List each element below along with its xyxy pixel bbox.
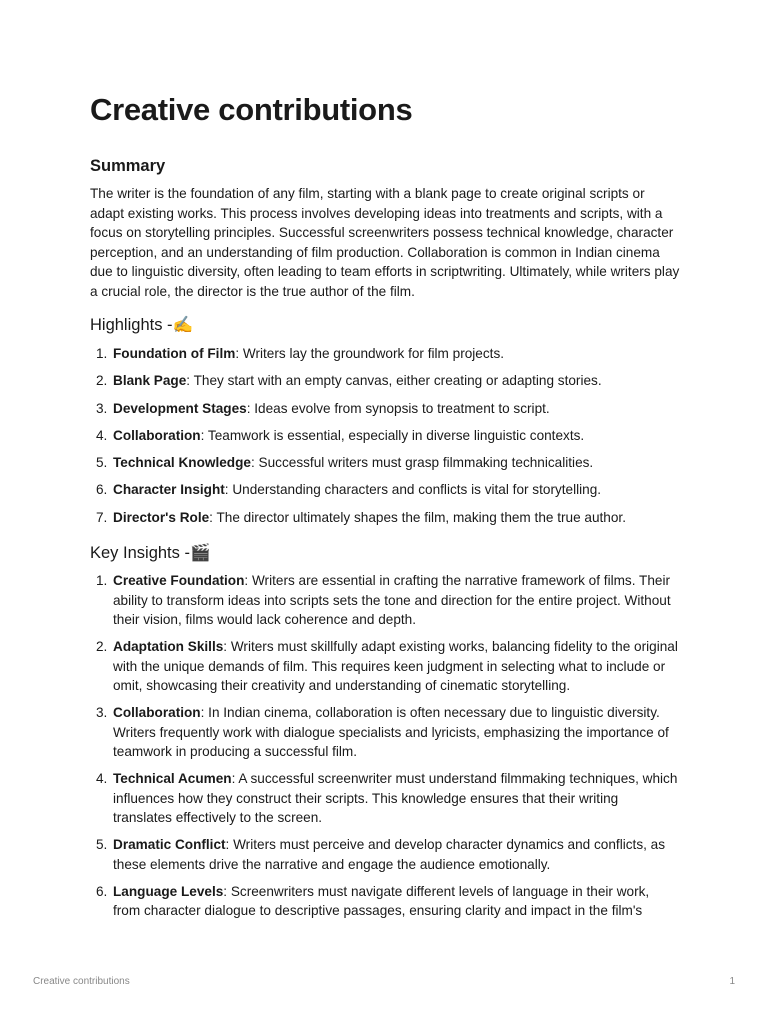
summary-heading: Summary [90,157,166,175]
list-item [90,480,680,500]
page-number: 1 [729,976,735,987]
list-item [90,637,680,696]
item-term: Collaboration [113,705,201,720]
list-number: 1. [96,573,108,588]
list-number: 4. [96,771,108,786]
item-term: Development Stages [113,400,247,416]
item-text: : Screenwriters must navigate different levels of language in their work, from character dialogue to descriptive passages, ensuring clarity and impact in the film's [113,883,650,918]
page-title: Creative contributions [90,92,413,127]
item-term: Language Levels [113,883,224,899]
summary-text: The writer is the foundation of any film, starting with a blank page to create original scripts or adapt existing works. This process involves developing ideas into treatments and scripts, with a focus on storytelling principles. Successful screenwriters possess technical knowledge, character perception, and an understanding of film production. Collaboration is common in Indian cinema due to linguistic diversity, often leading to team efforts in scriptwriting. Ultimately, while writers play a crucial role, the director is the true author of the film. [90,186,680,299]
item-text: : Writers must skillfully adapt existing works, balancing fidelity to the original with the unique demands of film. This requires keen judgment in selecting what to include or omit, showcasing their creativity and understanding of cinematic storytelling. [113,639,678,693]
item-text: : Ideas evolve from synopsis to treatment to script. [246,400,550,416]
highlights-list [90,344,680,535]
item-text: : Writers lay the groundwork for film projects. [235,346,505,361]
list-number: 2. [96,639,108,654]
list-number: 3. [96,400,108,416]
item-term: Director's Role [113,509,210,525]
list-item [90,426,680,446]
item-text: : They start with an empty canvas, either creating or adapting stories. [186,373,602,389]
item-text: : The director ultimately shapes the film, making them the true author. [209,509,626,525]
list-item [90,371,680,391]
list-number: 6. [96,883,108,899]
item-text: : Writers are essential in crafting the narrative framework of films. Their ability to transform ideas into scripts sets the tone and direction for the entire project. Without their vision, films would lack coherence and depth. [113,573,671,627]
list-number: 5. [96,837,108,852]
item-term: Creative Foundation [113,573,245,588]
list-item [90,882,680,921]
list-item [90,571,680,630]
item-term: Adaptation Skills [113,639,224,654]
list-item [90,835,680,874]
list-item [90,344,680,364]
list-item [90,703,680,762]
list-number: 3. [96,705,108,720]
item-term: Dramatic Conflict [113,837,226,852]
list-item [90,399,680,419]
list-number: 1. [96,346,108,361]
list-number: 6. [96,482,108,498]
item-term: Blank Page [113,373,187,389]
list-number: 7. [96,509,108,525]
highlights-heading: Highlights -✍️ [90,316,194,334]
list-item [90,508,680,528]
item-term: Technical Knowledge [113,455,251,471]
item-term: Character Insight [113,482,225,498]
item-term: Foundation of Film [113,346,236,361]
key-insights-heading: Key Insights -🎬 [90,544,211,562]
list-number: 5. [96,455,108,471]
item-text: : A successful screenwriter must understand filmmaking techniques, which influences how they construct their scripts. This knowledge ensures that their writing translates effectively to the screen. [113,771,678,825]
list-item [90,769,680,828]
item-text: : Successful writers must grasp filmmaking technicalities. [250,455,594,471]
item-text: : Teamwork is essential, especially in diverse linguistic contexts. [200,427,585,443]
footer-title: Creative contributions [33,976,130,987]
item-term: Collaboration [113,427,201,443]
item-term: Technical Acumen [113,771,232,786]
list-number: 4. [96,427,108,443]
item-text: : Writers must perceive and develop character dynamics and conflicts, as these elements drive the narrative and engage the audience emotionally. [113,837,666,872]
item-text: : In Indian cinema, collaboration is often necessary due to linguistic diversity. Writers frequently work with dialogue specialists and lyricists, emphasizing the importance of teamwork in producing a successful film. [113,705,669,759]
item-text: : Understanding characters and conflicts is vital for storytelling. [224,482,602,498]
key-insights-list [90,571,680,928]
list-item [90,453,680,473]
list-number: 2. [96,373,108,389]
